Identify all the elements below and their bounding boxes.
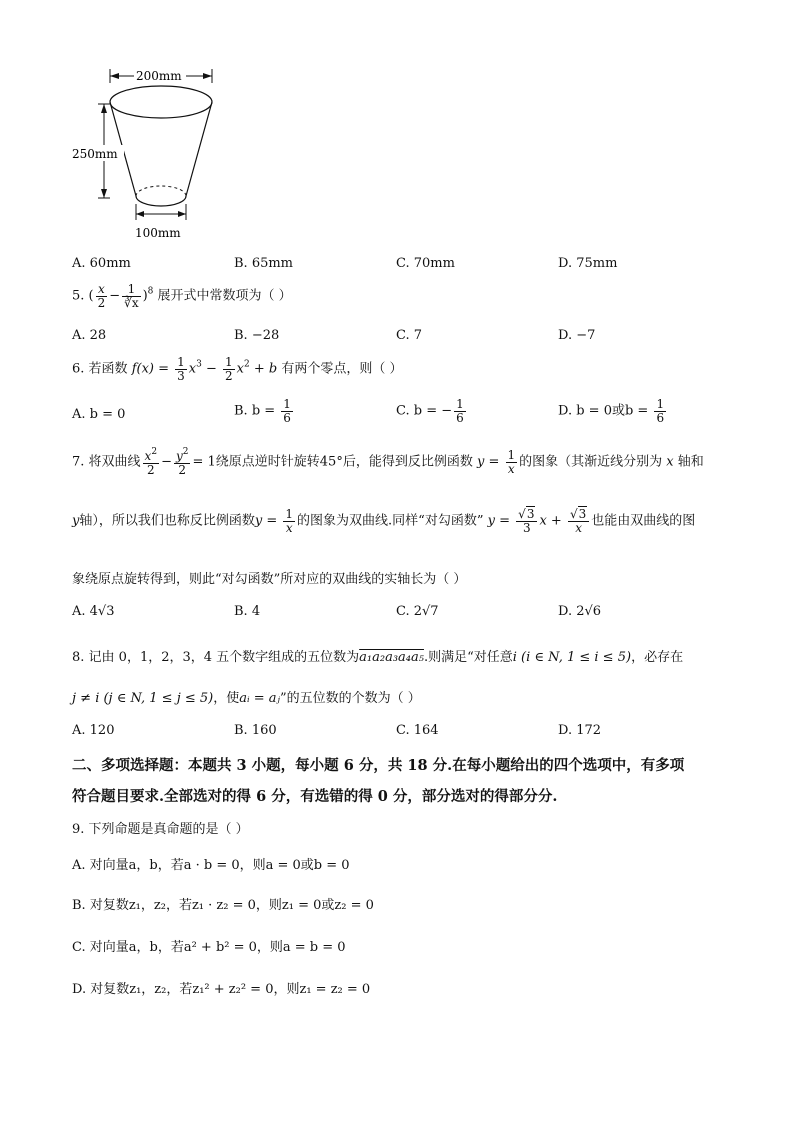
q5-stem: 5. ( $\frac{x}{2}$ − $\frac{1}{∛x}$ )$^8$ 展开式中常数项为（ ） bbox=[72, 282, 292, 310]
q6-stem: 6. 若函数 f(x) = $\frac{1}{3}$ $x^3$ − $\frac{1}{2}$ $x^2 + b$ 有两个零点，则（ ） bbox=[72, 355, 403, 383]
q6-option-b: B. b = $\frac{1}{6}$ bbox=[234, 397, 291, 425]
cup-figure bbox=[66, 60, 226, 245]
q5-number: 5. bbox=[72, 288, 85, 304]
section2-heading-line1: 二、多项选择题：本题共 3 小题，每小题 6 分，共 18 分.在每小题给出的四个选项中，有多项 bbox=[72, 757, 685, 774]
q7-line1: 7. 将双曲线 $\frac{x^2}{2}$ − $\frac{y^2}{2}$ = 1绕原点逆时针旋转45°后，能得到反比例函数 y = $\frac{1}{x}$ 的图象（其渐近线分别为 x 轴和 bbox=[72, 447, 704, 477]
q9-option-c: C. 对向量a，b，若a² + b² = 0，则a = b = 0 bbox=[72, 940, 346, 955]
q8-option-a: A. 120 bbox=[72, 723, 115, 738]
q7-option-c: C. 2√7 bbox=[396, 604, 439, 619]
q5-option-b: B. −28 bbox=[234, 328, 280, 343]
q5-text: 展开式中常数项为（ ） bbox=[157, 288, 292, 304]
q7-option-b: B. 4 bbox=[234, 604, 261, 619]
q5-option-c: C. 7 bbox=[396, 328, 423, 343]
q6-option-d: D. b = 0或b = $\frac{1}{6}$ bbox=[558, 397, 665, 425]
q4-option-b: B. 65mm bbox=[234, 256, 294, 271]
q8-option-d: D. 172 bbox=[558, 723, 602, 738]
q7-line3: 象绕原点旋转得到，则此“对勾函数”所对应的双曲线的实轴长为（ ） bbox=[72, 572, 467, 587]
q7-line2: y轴），所以我们也称反比例函数y = $\frac{1}{x}$ 的图象为双曲线.同样“对勾函数” y = $\frac{√3}{3}$ x + $\frac{√3}{x}$ 也能由双曲线的图 bbox=[72, 507, 696, 535]
q9-option-a: A. 对向量a，b，若a · b = 0，则a = 0或b = 0 bbox=[72, 858, 350, 873]
q5-option-d: D. −7 bbox=[558, 328, 596, 343]
q5-option-a: A. 28 bbox=[72, 328, 107, 343]
q5-frac2: $\frac{1}{∛x}$ bbox=[124, 282, 139, 310]
q4-option-d: D. 75mm bbox=[558, 256, 618, 271]
q8-line2: j ≠ i (j ∈ N, 1 ≤ j ≤ 5)，使aᵢ = aⱼ”的五位数的个数为（ ） bbox=[72, 691, 421, 706]
q9-option-b: B. 对复数z₁，z₂，若z₁ · z₂ = 0，则z₁ = 0或z₂ = 0 bbox=[72, 898, 374, 913]
q9-option-d: D. 对复数z₁，z₂，若z₁² + z₂² = 0，则z₁ = z₂ = 0 bbox=[72, 982, 371, 997]
q8-option-c: C. 164 bbox=[396, 723, 439, 738]
bottom-width-label: 100mm bbox=[135, 226, 181, 240]
top-width-label: 200mm bbox=[136, 69, 182, 83]
q8-option-b: B. 160 bbox=[234, 723, 277, 738]
q4-option-a: A. 60mm bbox=[72, 256, 131, 271]
q9-stem: 9. 下列命题是真命题的是（ ） bbox=[72, 822, 249, 837]
q8-line1: 8. 记由 0，1，2，3，4 五个数字组成的五位数为a₁a₂a₃a₄a₅.则满足“对任意i (i ∈ N, 1 ≤ i ≤ 5)，必存在 bbox=[72, 650, 684, 665]
q6-option-a: A. b = 0 bbox=[72, 407, 126, 422]
section2-heading-line2: 符合题目要求.全部选对的得 6 分，有选错的得 0 分，部分选对的得部分分. bbox=[72, 788, 558, 805]
height-label: 250mm bbox=[72, 147, 118, 161]
q7-option-d: D. 2√6 bbox=[558, 604, 602, 619]
q6-option-c: C. b = − $\frac{1}{6}$ bbox=[396, 397, 464, 425]
q4-option-c: C. 70mm bbox=[396, 256, 455, 271]
q5-frac1: $\frac{x}{2}$ bbox=[97, 282, 106, 310]
q7-option-a: A. 4√3 bbox=[72, 604, 115, 619]
